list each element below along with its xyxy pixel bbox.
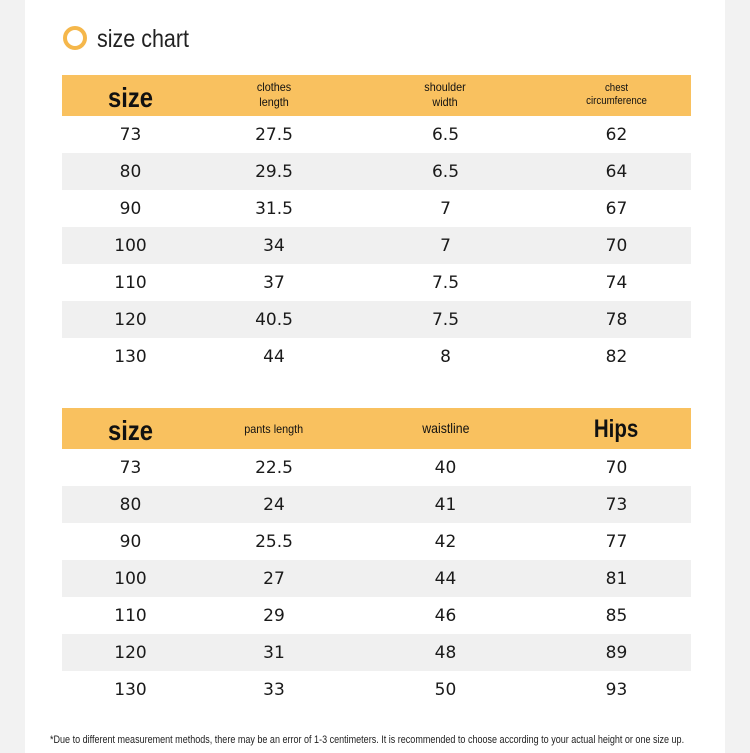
table-cell: 27: [199, 560, 349, 597]
page-title: size chart: [97, 25, 190, 53]
table-cell: 40: [434, 457, 457, 478]
bottom-size-table: [62, 408, 691, 708]
table-cell: 46: [434, 605, 457, 626]
table-cell: 33: [263, 679, 285, 700]
table-row: [62, 486, 691, 523]
table-cell: 77: [605, 531, 628, 552]
table-cell: 90: [119, 531, 142, 552]
table-header-row: [62, 75, 691, 116]
table-cell: 29: [263, 605, 285, 626]
table-cell: 37: [263, 272, 285, 293]
table-cell: 7.5: [349, 301, 542, 338]
table-row: [62, 449, 691, 486]
table-cell: 67: [605, 198, 628, 219]
table-cell: 6.5: [349, 153, 542, 190]
table-row: [62, 671, 691, 708]
table-cell: 25.5: [255, 531, 293, 552]
table-row: [62, 153, 691, 190]
table-row: [62, 634, 691, 671]
header-chest-circumference: chest circumference: [542, 75, 691, 116]
table-cell: 50: [434, 679, 457, 700]
table-cell: 7: [349, 227, 542, 264]
table-cell: 31: [199, 634, 349, 671]
header-clothes-length: clothes length: [199, 75, 349, 116]
table-cell: 29.5: [199, 153, 349, 190]
header-hips: Hips: [542, 408, 691, 449]
table-cell: 7.5: [431, 272, 460, 293]
table-row: [62, 264, 691, 301]
table-row: [62, 116, 691, 153]
table-cell: 73: [119, 457, 142, 478]
table-cell: 44: [349, 560, 542, 597]
header-pants-length: pants length: [199, 408, 349, 449]
table-cell: 80: [62, 153, 199, 190]
header-size: size: [62, 75, 199, 116]
table-cell: 7: [440, 198, 451, 219]
table-cell: 110: [114, 605, 147, 626]
table-cell: 24: [199, 486, 349, 523]
table-cell: 130: [114, 346, 147, 367]
table-cell: 93: [605, 679, 628, 700]
table-cell: 41: [349, 486, 542, 523]
footnote: *Due to different measurement methods, there may be an error of 1-3 centimeters. It is recommended to choose according to your actual height or one size up.: [50, 734, 685, 746]
table-cell: 78: [542, 301, 691, 338]
table-cell: 73: [542, 486, 691, 523]
table-cell: 44: [263, 346, 285, 367]
table-cell: 89: [542, 634, 691, 671]
table-cell: 70: [605, 457, 628, 478]
table-cell: 6.5: [431, 124, 460, 145]
table-cell: 8: [440, 346, 451, 367]
table-cell: 27.5: [255, 124, 293, 145]
table-cell: 31.5: [255, 198, 293, 219]
table-cell: 120: [62, 301, 199, 338]
table-row: [62, 301, 691, 338]
table-cell: 64: [542, 153, 691, 190]
table-cell: 90: [119, 198, 142, 219]
table-cell: 120: [62, 634, 199, 671]
table-cell: 22.5: [255, 457, 293, 478]
table-header-row: [62, 408, 691, 449]
circle-icon: [63, 26, 87, 50]
table-cell: 81: [542, 560, 691, 597]
table-row: [62, 190, 691, 227]
table-row: [62, 597, 691, 634]
table-cell: 130: [114, 679, 147, 700]
table-cell: 34: [199, 227, 349, 264]
table-cell: 110: [114, 272, 147, 293]
table-cell: 48: [349, 634, 542, 671]
header-shoulder-width: shoulder width: [349, 75, 542, 116]
table-cell: 70: [542, 227, 691, 264]
table-cell: 80: [62, 486, 199, 523]
table-cell: 40.5: [199, 301, 349, 338]
table-cell: 42: [434, 531, 457, 552]
table-row: [62, 523, 691, 560]
table-row: [62, 338, 691, 375]
table-cell: 73: [119, 124, 142, 145]
table-row: [62, 227, 691, 264]
top-size-table: [62, 75, 691, 375]
table-cell: 82: [605, 346, 628, 367]
header-waistline: waistline: [349, 408, 542, 449]
table-cell: 100: [62, 227, 199, 264]
table-cell: 62: [605, 124, 628, 145]
table-row: [62, 560, 691, 597]
table-cell: 85: [605, 605, 628, 626]
table-cell: 100: [62, 560, 199, 597]
table-cell: 74: [605, 272, 628, 293]
header-size: size: [62, 408, 199, 449]
